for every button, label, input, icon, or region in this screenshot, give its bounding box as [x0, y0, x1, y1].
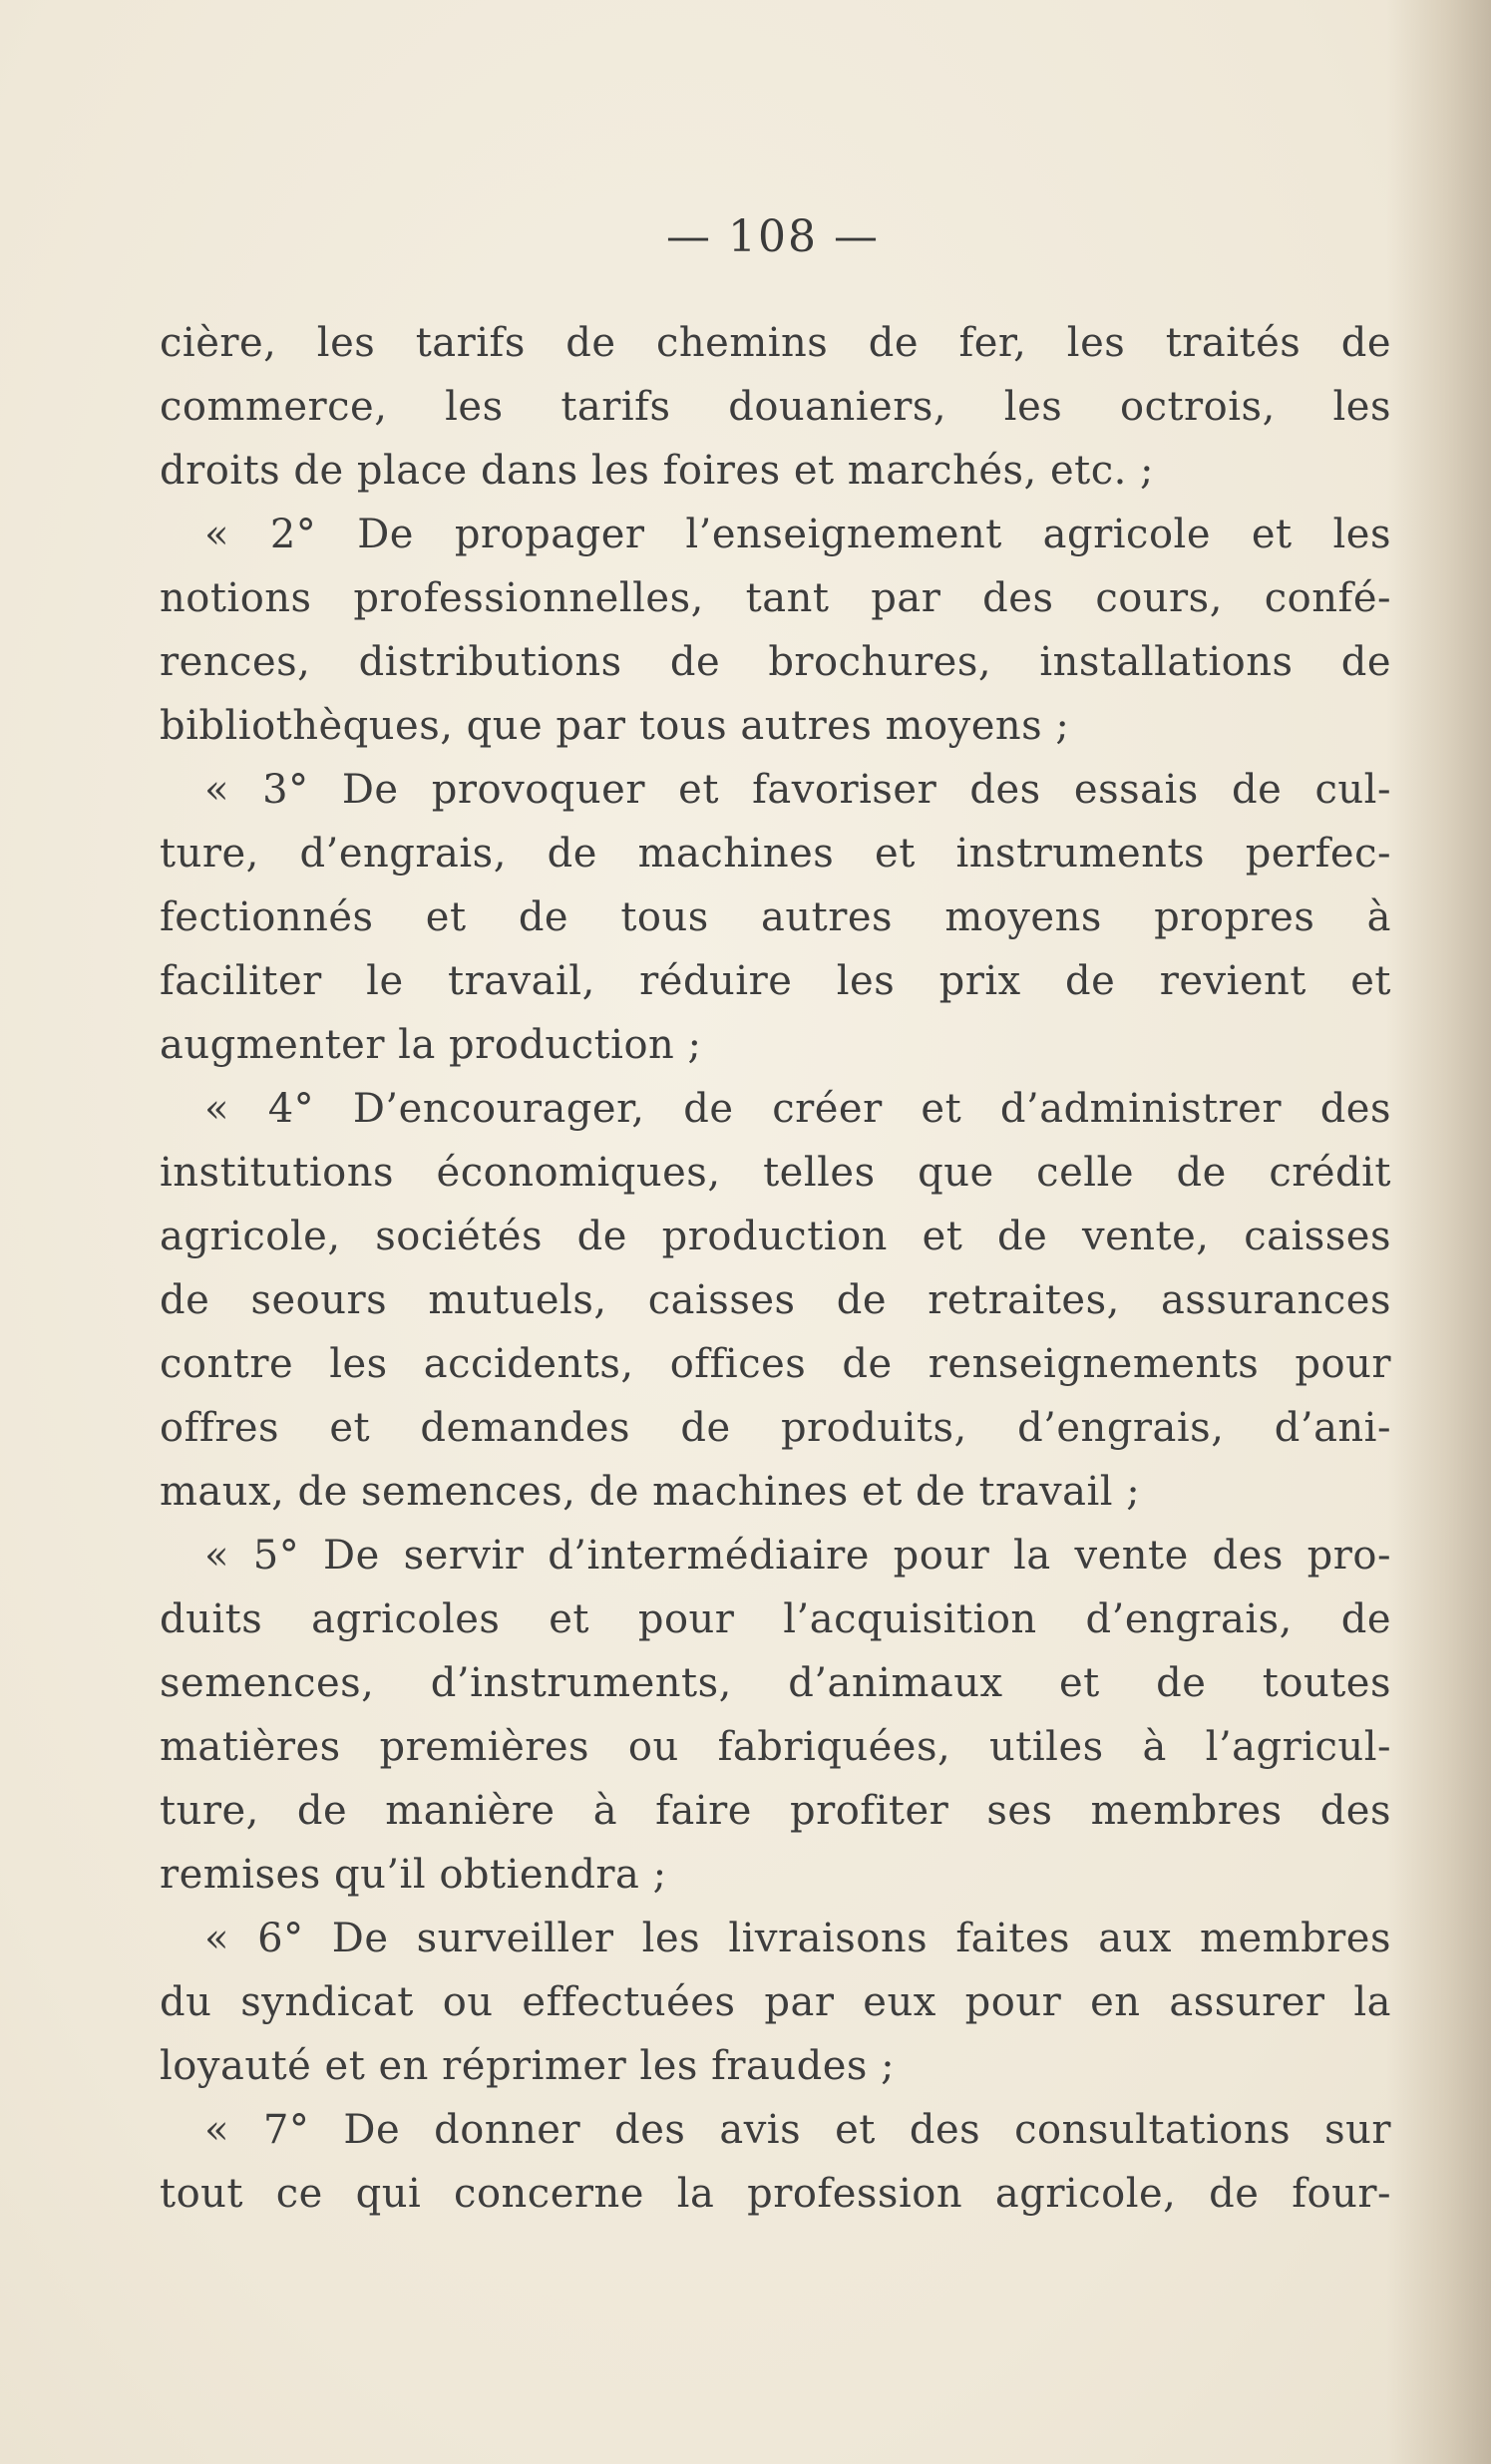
text-line: loyauté et en réprimer les fraudes ; — [160, 2043, 896, 2089]
text-line: semences, d’instruments, d’animaux et de toutes — [160, 1660, 1391, 1706]
text-line: ture, d’engrais, de machines et instruments perfec- — [160, 831, 1391, 877]
text-line: maux, de semences, de machines et de travail ; — [160, 1469, 1141, 1515]
text-line: offres et demandes de produits, d’engrais, d’ani- — [160, 1405, 1391, 1451]
text-line: de seours mutuels, caisses de retraites, assurances — [160, 1277, 1391, 1323]
text-line: rences, distributions de brochures, installations de — [160, 639, 1391, 685]
text-line: commerce, les tarifs douaniers, les octrois, les — [160, 384, 1391, 430]
text-line: augmenter la production ; — [160, 1022, 702, 1068]
text-line: cière, les tarifs de chemins de fer, les traités de — [160, 320, 1391, 366]
body-text — [160, 311, 1391, 2226]
text-line: « 6° De surveiller les livraisons faites aux membres — [204, 1916, 1391, 1961]
page-number: — 108 — — [666, 211, 880, 262]
text-line: faciliter le travail, réduire les prix de revient et — [160, 958, 1391, 1004]
text-line: fectionnés et de tous autres moyens propres à — [160, 894, 1391, 940]
text-line: droits de place dans les foires et marchés, etc. ; — [160, 448, 1155, 494]
text-line: tout ce qui concerne la profession agricole, de four- — [160, 2171, 1391, 2217]
text-line: « 3° De provoquer et favoriser des essais de cul- — [204, 767, 1391, 813]
text-line: « 2° De propager l’enseignement agricole et les — [204, 512, 1391, 557]
text-line: « 7° De donner des avis et des consultations sur — [204, 2107, 1391, 2153]
text-line: institutions économiques, telles que celle de crédit — [160, 1150, 1391, 1196]
text-line: ture, de manière à faire profiter ses membres des — [160, 1788, 1391, 1834]
text-line: agricole, sociétés de production et de vente, caisses — [160, 1214, 1391, 1259]
text-line: duits agricoles et pour l’acquisition d’engrais, de — [160, 1596, 1391, 1642]
text-line: « 5° De servir d’intermédiaire pour la vente des pro- — [204, 1533, 1391, 1579]
text-line: notions professionnelles, tant par des cours, confé- — [160, 575, 1391, 621]
text-line: bibliothèques, que par tous autres moyens ; — [160, 703, 1070, 749]
text-line: remises qu’il obtiendra ; — [160, 1852, 667, 1898]
text-line: matières premières ou fabriquées, utiles à l’agricul- — [160, 1724, 1391, 1770]
text-line: contre les accidents, offices de renseignements pour — [160, 1341, 1391, 1387]
text-line: « 4° D’encourager, de créer et d’administrer des — [204, 1086, 1391, 1132]
text-line: du syndicat ou effectuées par eux pour en assurer la — [160, 1979, 1391, 2025]
